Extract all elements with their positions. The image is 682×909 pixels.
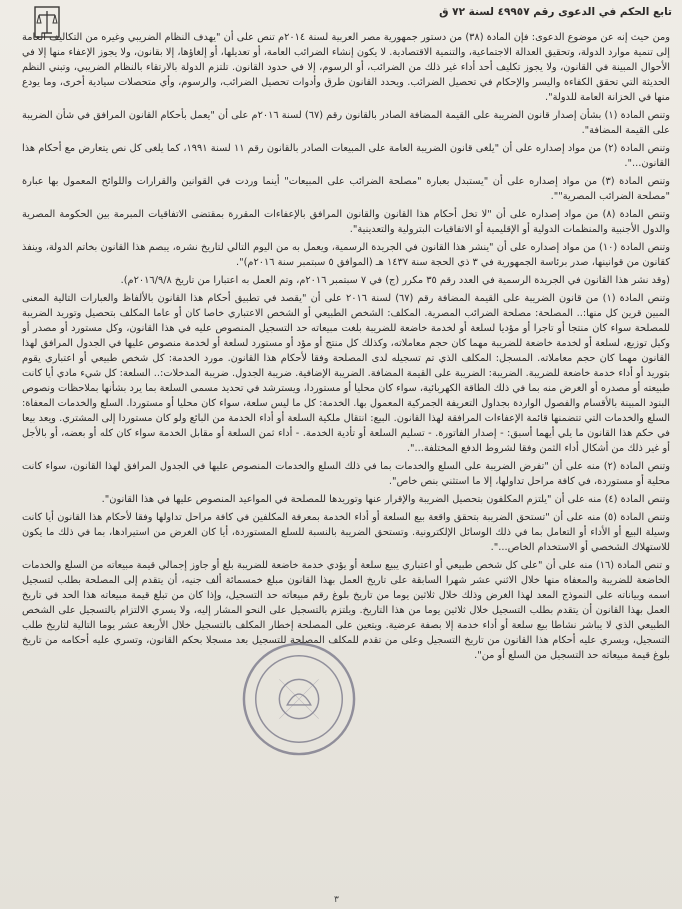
paragraph: (وقد نشر هذا القانون في الجريدة الرسمية في العدد رقم ٣٥ مكرر (ج) في ٧ سبتمبر ٢٠١٦م، وتم العمل به اعتبارا من تاريخ ٢٠١٦/٩/٨م). [120, 275, 670, 286]
paragraph: ومن حيث إنه عن موضوع الدعوى: فإن المادة (٣٨) من دستور جمهورية مصر العربية لسنة ٢٠١٤م تنص على أن "يهدف النظام الضريبي وغيره من التكاليف العامة إلى تنمية موارد الدولة، وتحقيق العدالة الاجتماعية، والتنمية الاقتصادية. لا يكون إنشاء الضرائب العامة، أو تعديلها، أو إلغاؤها، إلا بقانون، ولا يجوز الإعفاء منها إلا في الأحوال المبينة في القانون، ولا يجوز تكليف أحد أداء غير ذلك من الضرائب، أو الرسوم، إلا في حدود القانون. تلتزم الدولة بالارتقاء بالنظام الضريبي، وتبني النظم الحديثة التي تحقق الكفاءة واليسر والإحكام في تحصيل الضرائب. ويحدد القانون طرق وأدوات تحصيل الضرائب، والرسوم، وأي متحصلات سيادية أخرى، وما يودع منها في الخزانة العامة للدولة". [22, 32, 671, 103]
paragraph: وتنص المادة (٥) منه على أن "تستحق الضريبة بتحقق واقعة بيع السلعة أو أداء الخدمة بمعرفة المكلفين في كافة مراحل تداولها وفقا لأحكام هذا القانون أيا كانت وسيلة البيع أو الأداء أو التعامل بما في ذلك الوسائل الإلكترونية. وتستحق الضريبة بالنسبة للسلع المستوردة، أيا كان الغرض من استيرادها، بما في ذلك ما يكون للاستهلاك الشخصي أو الاستخدام الخاص...". [22, 512, 670, 553]
page-number: ٣ [334, 895, 339, 905]
paragraph: وتنص المادة (٤) منه على أن "يلتزم المكلفون بتحصيل الضريبة والإقرار عنها وتوريدها للمصلحة في المواعيد المنصوص عليها في هذا القانون". [101, 494, 670, 505]
paragraph: وتنص المادة (١٠) من مواد إصداره على أن "ينشر هذا القانون في الجريدة الرسمية، ويعمل به من اليوم التالي لتاريخ نشره، يبصم هذا القانون بخاتم الدولة، وينفذ كقانون من قوانينها، صدر برئاسة الجمهورية في ٣ ذي الحجة سنة ١٤٣٧ هـ (الموافق ٥ سبتمبر سنة ٢٠١٦م)". [22, 242, 670, 268]
paragraph: وتنص المادة (١) من قانون الضريبة على القيمة المضافة رقم (٦٧) لسنة ٢٠١٦ على أن "يقصد في تطبيق أحكام هذا القانون بالألفاظ والعبارات التالية المعنى المبين قرين كل منها:.. المصلحة: مصلحة الضرائب المصرية. المكلف: الشخص الطبيعي أو الشخص الاعتباري خاصا كان أو عاما المكلف بتحصيل وتوريد الضريبة للمصلحة سواء كان منتجا أو تاجرا أو مؤديا لسلعة أو لخدمة خاضعة للضريبة بلغت مبيعاته حد التسجيل المنصوص عليه في هذا القانون، وكل مستورد أو مصدر أو وكيل توزيع، لسلعة أو لخدمة خاضعة للضريبة مهما كان حجم معاملاته، وكذلك كل منتج أو مؤد أو مستورد لسلعة أو لخدمة منصوص عليها في الجدول المرافق لهذا القانون مهما كان حجم معاملاته. المسجل: المكلف الذي تم تسجيله لدى المصلحة وفقا لأحكام هذا القانون. مورد الخدمة: كل شخص طبيعي أو اعتباري يقوم بتوريد أو أداء خدمة خاضعة للضريبة. الضريبة: الضريبة على القيمة المضافة. الضريبة الإضافية. ضريبة الجدول. ضريبة المدخلات:.. السلعة: كل شيء مادي أيا كانت طبيعته أو مصدره أو الغرض منه بما في ذلك الطاقة الكهربائية، سواء كان محليا أو مستوردا، ويسترشد في تحديد مسمى السلعة بما يرد بشأنها بملاحظات ونصوص البنود المبينة بالأقسام والفصول الواردة بجداول التعريفة الجمركية المعمول بها. الخدمة: كل ما ليس سلعة، سواء كان محليا أو مستوردا. السلع والخدمات المعفاة: السلع والخدمات التي تتضمنها قائمة الإعفاءات المرافقة لهذا القانون. البيع: انتقال ملكية السلعة أو أداء الخدمة من البائع ولو كان مستوردا إلى المشتري. ويعد بيعا في حكم هذا القانون ما يلي أيهما أسبق: - إصدار الفاتورة. - تسليم السلعة أو تأدية الخدمة. - أداء ثمن السلعة أو مقابل الخدمة سواء كان كله أو بعضه، أو بالأجل أو غير ذلك من أشكال أداء الثمن وفقا لشروط الدفع المختلفة...". [22, 293, 671, 454]
paragraph: و تنص المادة (١٦) منه على أن "على كل شخص طبيعي أو اعتباري يبيع سلعة أو يؤدي خدمة خاضعة للضريبة بلغ أو جاوز إجمالي قيمة مبيعاته من السلع والخدمات الخاضعة للضريبة والمعفاة منها خلال الاثني عشر شهرا السابقة على تاريخ العمل بهذا القانون مبلغ خمسمائة ألف جنيه، أن يتقدم إلى المصلحة بطلب لتسجيل اسمه وبياناته على النموذج المعد لهذا الغرض وذلك خلال ثلاثين يوما من تاريخ بلوغ رقم مبيعاته حد التسجيل، وإذا كان من تبلغ قيمة مبيعاته هذا الحد في تاريخ العمل بهذا القانون أن يتقدم بطلب التسجيل خلال ثلاثين يوما من هذا التاريخ. ويلتزم بالتسجيل على النحو المشار إليه، ولا يسري الالتزام بالتسجيل على الشخص الطبيعي الذي لا يباشر نشاطا بيع سلعة أو أداء خدمة إلا بصفة عرضية. ويتعين على المصلحة إخطار المكلف بالتسجيل خلال الأربعة عشر يوما التالية لتاريخ طلب التسجيل، ويسري عليه أحكام هذا القانون من تاريخ التسجيل وعلى من تقدم للمكلف المصلحة للتسجيل بعد مسجلا بحكم القانون، وتسري عليه أحكامه من تاريخ بلوغ قيمة مبيعاته حد التسجيل من السلع أو من". [22, 560, 670, 661]
document-body [22, 30, 670, 909]
paragraph: وتنص المادة (٢) منه على أن "تفرض الضريبة على السلع والخدمات بما في ذلك السلع والخدمات المنصوص عليها في الجدول المرافق لهذا القانون، سواء كانت محلية أو مستوردة، في كافة مراحل تداولها، إلا ما استثني بنص خاص". [22, 461, 670, 487]
paragraph: وتنص المادة (١) بشأن إصدار قانون الضريبة على القيمة المضافة الصادر بالقانون رقم (٦٧) لسنة ٢٠١٦م على أن "يعمل بأحكام القانون المرافق في شأن الضريبة على القيمة المضافة". [22, 110, 670, 136]
paragraph: وتنص المادة (٢) من مواد إصداره على أن "يلغى قانون الضريبة العامة على المبيعات الصادر بالقانون رقم ١١ لسنة ١٩٩١، كما يلغى كل نص يتعارض مع أحكام هذا القانون...". [22, 143, 670, 169]
paragraph: وتنص المادة (٨) من مواد إصداره على أن "لا تخل أحكام هذا القانون والقانون المرافق بالإعفاءات المقررة بمقتضى الاتفاقيات المبرمة بين الحكومة المصرية والدول الأجنبية والمنظمات الدولية أو الإقليمية أو الاتفاقيات البترولية والتعدينية". [22, 209, 670, 235]
case-reference-header: تابع الحكم في الدعوى رقم ٤٩٩٥٧ لسنة ٧٢ ق [439, 6, 672, 18]
paragraph: وتنص المادة (٣) من مواد إصداره على أن "يستبدل بعبارة "مصلحة الضرائب على المبيعات" أينما وردت في القوانين والقرارات واللوائح المعمول بها عبارة "مصلحة الضرائب المصرية"". [22, 176, 670, 202]
